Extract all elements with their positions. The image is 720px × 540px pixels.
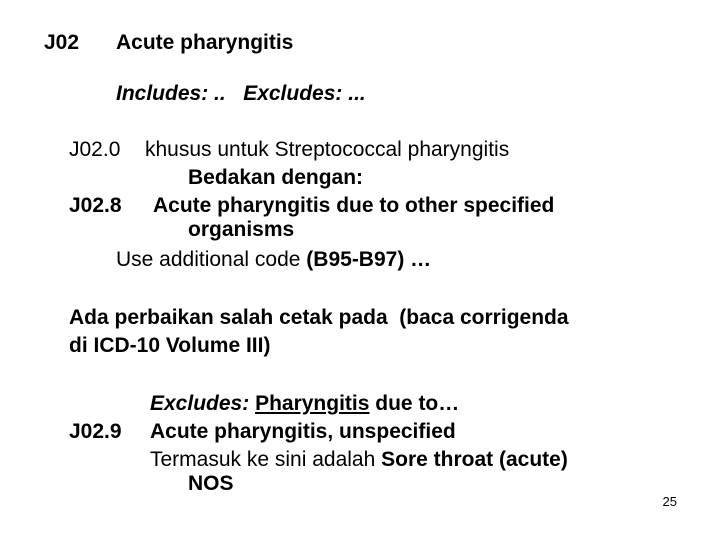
j028-text: Acute pharyngitis due to other specified bbox=[153, 194, 555, 217]
j028-use-prefix: Use additional code bbox=[116, 248, 307, 271]
correction-line-1: Ada perbaikan salah cetak pada (baca corrigenda bbox=[69, 306, 569, 329]
j029-text: Acute pharyngitis, unspecified bbox=[150, 420, 456, 443]
j029-includes-line bbox=[150, 448, 568, 472]
j020-text: khusus untuk Streptococcal pharyngitis bbox=[145, 138, 510, 161]
j028-use-code: (B95-B97) … bbox=[306, 248, 432, 271]
j020-code: J02.0 bbox=[69, 138, 121, 161]
j029-includes-term: Sore throat (acute) bbox=[381, 448, 568, 471]
excludes-line bbox=[150, 392, 459, 416]
heading-code: J02 bbox=[44, 31, 80, 54]
excludes-rest: due to… bbox=[369, 392, 460, 415]
j028-use-line bbox=[116, 248, 431, 272]
j029-code: J02.9 bbox=[69, 420, 122, 443]
excludes-label: Excludes: bbox=[150, 392, 250, 415]
j029-includes-cont: NOS bbox=[188, 472, 234, 495]
correction-line-2: di ICD-10 Volume III) bbox=[69, 334, 271, 357]
includes-excludes-line: Includes: .. Excludes: ... bbox=[116, 82, 366, 105]
j028-code: J02.8 bbox=[69, 194, 122, 217]
heading-title: Acute pharyngitis bbox=[116, 31, 294, 54]
j029-includes-prefix: Termasuk ke sini adalah bbox=[150, 448, 382, 471]
excludes-term: Pharyngitis bbox=[255, 392, 370, 415]
j020-note: Bedakan dengan: bbox=[188, 166, 364, 189]
j028-text-cont: organisms bbox=[188, 218, 295, 241]
page-number: 25 bbox=[662, 494, 677, 509]
